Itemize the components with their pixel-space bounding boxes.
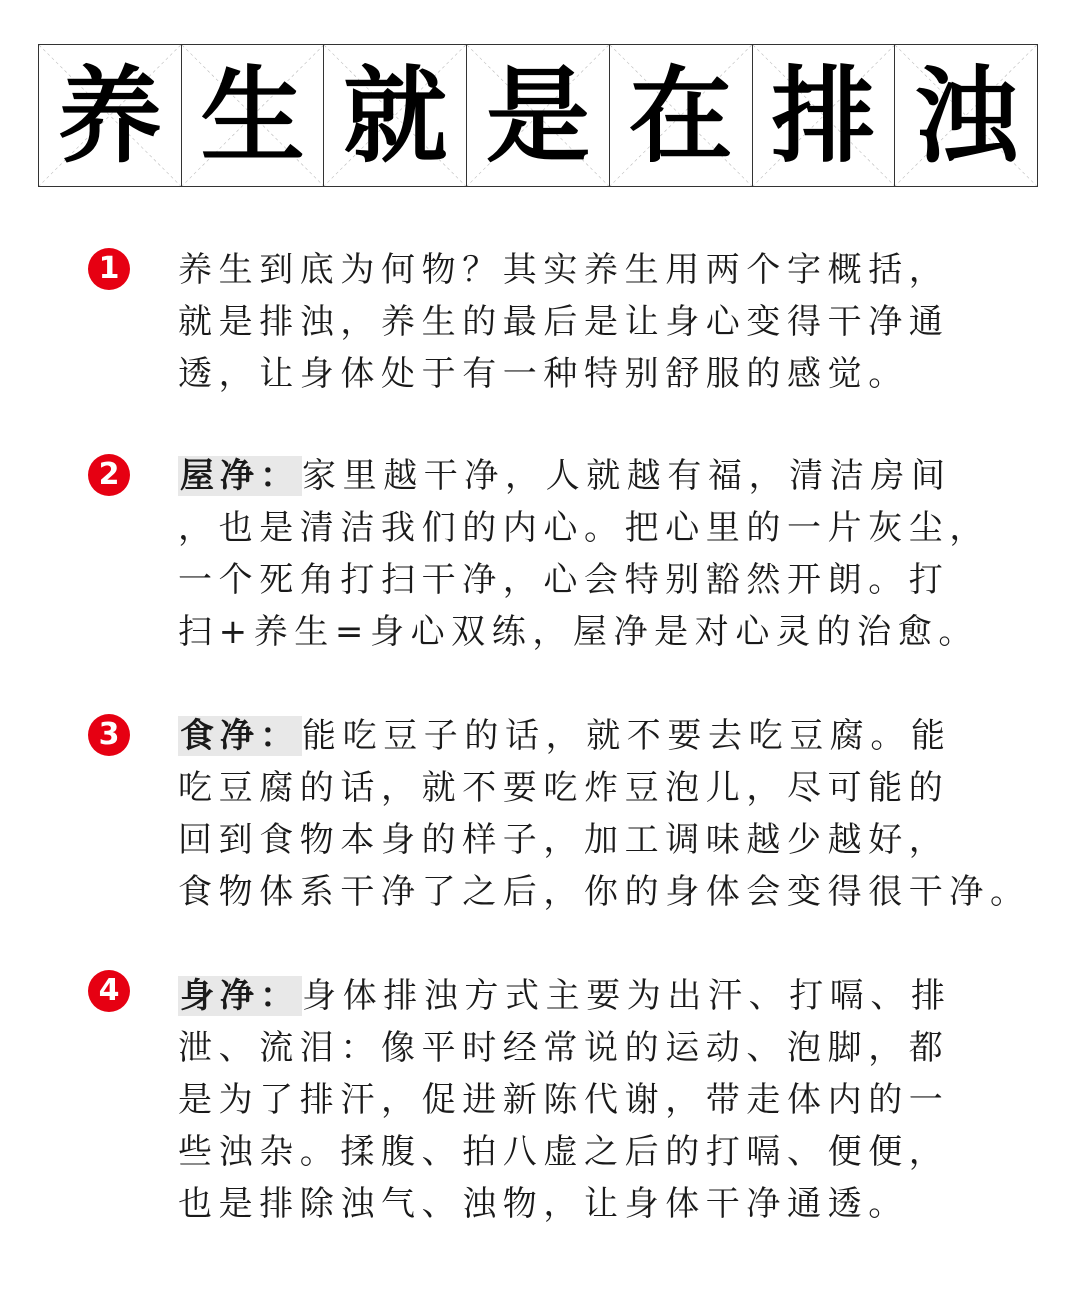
number-badge: 2	[88, 454, 130, 496]
paragraph	[178, 970, 990, 1230]
title-char: 在	[628, 54, 733, 177]
paragraph-line: 回到食物本身的样子，加工调味越少越好，	[178, 820, 950, 860]
title-cell	[182, 45, 325, 186]
paragraph-line: 透，让身体处于有一种特别舒服的感觉。	[178, 354, 909, 394]
paragraph	[178, 710, 1031, 918]
section-label: 食净：	[180, 716, 300, 756]
number-badge: 1	[88, 248, 130, 290]
paragraph-line: 泄、流泪：像平时经常说的运动、泡脚，都	[178, 1028, 950, 1068]
title-char: 是	[486, 54, 591, 177]
paragraph-line: 一个死角打扫干净，心会特别豁然开朗。打	[178, 560, 950, 600]
title-char: 浊	[914, 54, 1019, 177]
paragraph-line: 食物体系干净了之后，你的身体会变得很干净。	[178, 872, 1031, 912]
paragraph-line	[178, 970, 990, 1022]
title-char: 就	[343, 54, 448, 177]
paragraph	[178, 244, 990, 400]
title-char: 养	[57, 54, 162, 177]
paragraph-line: 吃豆腐的话，就不要吃炸豆泡儿，尽可能的	[178, 768, 950, 808]
paragraph-line: 扫+养生=身心双练，屋净是对心灵的治愈。	[178, 612, 979, 652]
section-label: 屋净：	[180, 456, 300, 496]
paragraph-text: 家里越干净，人就越有福，清洁房间	[302, 456, 952, 496]
paragraph	[178, 450, 990, 658]
title-cell	[467, 45, 610, 186]
paragraph-line	[178, 450, 990, 502]
number-badge: 4	[88, 970, 130, 1012]
title-cell	[324, 45, 467, 186]
paragraph-line: 养生到底为何物？其实养生用两个字概括，	[178, 250, 950, 290]
title-cell	[895, 45, 1037, 186]
number-badge: 3	[88, 714, 130, 756]
paragraph-text: 能吃豆子的话，就不要去吃豆腐。能	[302, 716, 952, 756]
title-cell	[753, 45, 896, 186]
title-char: 排	[771, 54, 876, 177]
title-cell	[610, 45, 753, 186]
title-char: 生	[200, 54, 305, 177]
paragraph-line: 是为了排汗，促进新陈代谢，带走体内的一	[178, 1080, 950, 1120]
paragraph-line: 些浊杂。揉腹、拍八虚之后的打嗝、便便，	[178, 1132, 950, 1172]
paragraph-line: 也是排除浊气、浊物，让身体干净通透。	[178, 1184, 909, 1224]
paragraph-line: 就是排浊，养生的最后是让身心变得干净通	[178, 302, 950, 342]
title-cell	[39, 45, 182, 186]
title-grid	[38, 44, 1038, 187]
section-label: 身净：	[180, 976, 300, 1016]
paragraph-line: ，也是清洁我们的内心。把心里的一片灰尘，	[178, 508, 990, 548]
paragraph-text: 身体排浊方式主要为出汗、打嗝、排	[302, 976, 952, 1016]
paragraph-line	[178, 710, 990, 762]
